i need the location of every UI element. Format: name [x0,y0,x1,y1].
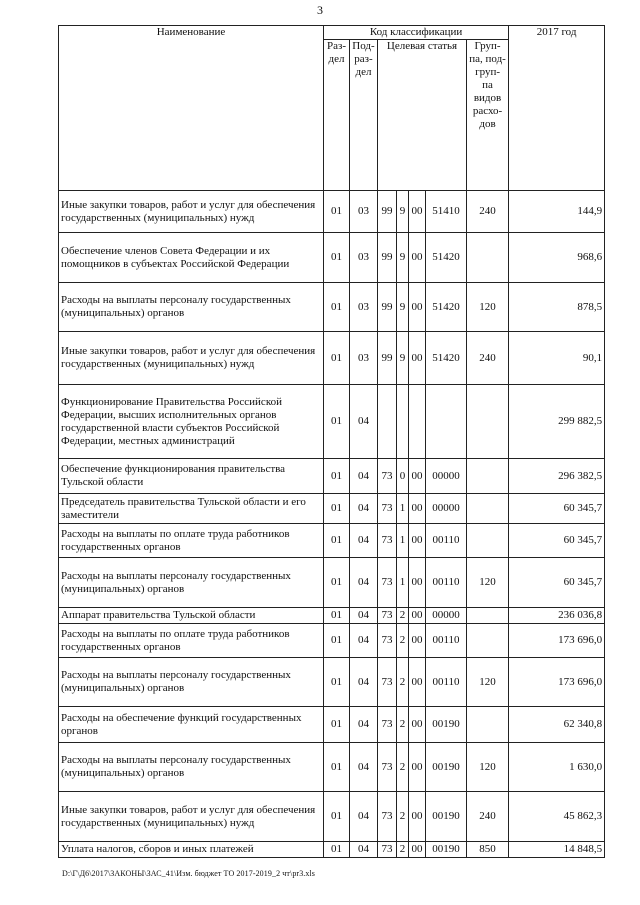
cell-cs1: 73 [378,608,397,624]
cell-name: Расходы на выплаты персоналу государственных (муниципальных) органов [59,283,324,332]
cell-podrazdel: 04 [350,624,378,658]
table-row [59,494,605,524]
cell-vr [467,707,509,743]
cell-cs2: 1 [397,558,409,608]
cell-cs4: 00110 [426,524,467,558]
cell-amount: 60 345,7 [509,494,605,524]
cell-cs4: 51420 [426,332,467,385]
cell-cs4: 51420 [426,283,467,332]
cell-razdel: 01 [324,558,350,608]
cell-cs4: 00110 [426,558,467,608]
cell-name: Расходы на обеспечение функций государственных органов [59,707,324,743]
cell-razdel: 01 [324,524,350,558]
cell-amount: 60 345,7 [509,524,605,558]
header-section: Раз- дел [324,40,350,191]
cell-podrazdel: 04 [350,524,378,558]
cell-razdel: 01 [324,658,350,707]
cell-name: Обеспечение функционирования правительства Тульской области [59,459,324,494]
cell-cs3: 00 [409,332,426,385]
cell-vr [467,524,509,558]
cell-cs4: 00190 [426,743,467,792]
cell-vr [467,608,509,624]
cell-vr [467,494,509,524]
table-row [59,385,605,459]
cell-cs1: 99 [378,191,397,233]
cell-vr: 120 [467,658,509,707]
cell-cs3: 00 [409,494,426,524]
table-row [59,332,605,385]
cell-cs2: 2 [397,624,409,658]
table-row [59,191,605,233]
cell-cs2: 9 [397,332,409,385]
cell-cs1: 73 [378,624,397,658]
cell-cs1: 73 [378,558,397,608]
cell-cs3: 00 [409,459,426,494]
cell-amount: 173 696,0 [509,624,605,658]
cell-cs4: 00000 [426,459,467,494]
cell-cs1: 73 [378,524,397,558]
cell-cs4: 00190 [426,707,467,743]
cell-cs4: 00110 [426,658,467,707]
header-code-group: Код классификации [324,26,509,40]
cell-cs2: 2 [397,842,409,858]
cell-podrazdel: 03 [350,233,378,283]
table-row [59,524,605,558]
cell-name: Председатель правительства Тульской области и его заместители [59,494,324,524]
cell-podrazdel: 04 [350,792,378,842]
cell-cs1: 99 [378,332,397,385]
budget-table [58,25,605,858]
cell-cs2: 9 [397,283,409,332]
cell-razdel: 01 [324,494,350,524]
cell-razdel: 01 [324,385,350,459]
cell-podrazdel: 04 [350,494,378,524]
cell-cs2: 2 [397,608,409,624]
cell-vr [467,459,509,494]
cell-cs2: 9 [397,191,409,233]
table-row [59,658,605,707]
cell-name: Уплата налогов, сборов и иных платежей [59,842,324,858]
cell-amount: 90,1 [509,332,605,385]
cell-vr: 240 [467,332,509,385]
page-number: 3 [317,3,323,17]
cell-razdel: 01 [324,624,350,658]
cell-razdel: 01 [324,707,350,743]
cell-vr: 240 [467,792,509,842]
cell-name: Расходы на выплаты по оплате труда работников государственных органов [59,524,324,558]
cell-podrazdel: 04 [350,707,378,743]
cell-podrazdel: 04 [350,743,378,792]
cell-name: Аппарат правительства Тульской области [59,608,324,624]
cell-cs3: 00 [409,191,426,233]
cell-vr [467,385,509,459]
table-row [59,792,605,842]
cell-amount: 14 848,5 [509,842,605,858]
cell-cs2: 1 [397,494,409,524]
cell-cs1: 73 [378,707,397,743]
cell-razdel: 01 [324,792,350,842]
cell-vr: 120 [467,283,509,332]
table-row [59,842,605,858]
cell-cs4: 00000 [426,608,467,624]
cell-cs3: 00 [409,743,426,792]
cell-cs2: 1 [397,524,409,558]
cell-cs3: 00 [409,624,426,658]
cell-cs4: 00000 [426,494,467,524]
cell-cs2: 2 [397,792,409,842]
cell-name: Иные закупки товаров, работ и услуг для обеспечения государственных (муниципальных) нужд [59,332,324,385]
header-subsection: Под- раз- дел [350,40,378,191]
cell-cs3: 00 [409,842,426,858]
header-group: Груп- па, под- груп- па видов расхо- дов [467,40,509,191]
table-row [59,283,605,332]
cell-podrazdel: 04 [350,658,378,707]
cell-amount: 968,6 [509,233,605,283]
cell-podrazdel: 04 [350,558,378,608]
cell-cs2: 2 [397,707,409,743]
cell-amount: 878,5 [509,283,605,332]
cell-cs1: 73 [378,658,397,707]
cell-amount: 60 345,7 [509,558,605,608]
cell-cs2 [397,385,409,459]
cell-podrazdel: 03 [350,191,378,233]
cell-cs1: 73 [378,842,397,858]
cell-cs2: 9 [397,233,409,283]
cell-cs2: 0 [397,459,409,494]
cell-name: Функционирование Правительства Российской Федерации, высших исполнительных органов государственной власти субъектов Российской Федерации, местных администраций [59,385,324,459]
cell-cs2: 2 [397,743,409,792]
cell-cs1: 99 [378,283,397,332]
cell-cs4: 00190 [426,792,467,842]
cell-amount: 299 882,5 [509,385,605,459]
cell-cs4: 00110 [426,624,467,658]
cell-name: Расходы на выплаты персоналу государственных (муниципальных) органов [59,558,324,608]
cell-cs3: 00 [409,283,426,332]
table-row [59,459,605,494]
cell-cs2: 2 [397,658,409,707]
cell-amount: 236 036,8 [509,608,605,624]
cell-cs1 [378,385,397,459]
cell-vr: 120 [467,743,509,792]
cell-cs4: 51410 [426,191,467,233]
cell-razdel: 01 [324,743,350,792]
cell-cs3: 00 [409,792,426,842]
table-row [59,233,605,283]
cell-razdel: 01 [324,608,350,624]
cell-podrazdel: 03 [350,332,378,385]
cell-cs4: 00190 [426,842,467,858]
cell-vr [467,233,509,283]
cell-podrazdel: 04 [350,385,378,459]
header-name: Наименование [59,26,324,191]
header-year: 2017 год [509,26,605,191]
cell-vr [467,624,509,658]
cell-cs3: 00 [409,524,426,558]
cell-podrazdel: 03 [350,283,378,332]
cell-name: Расходы на выплаты персоналу государственных (муниципальных) органов [59,658,324,707]
cell-razdel: 01 [324,283,350,332]
table-row [59,624,605,658]
cell-razdel: 01 [324,233,350,283]
cell-name: Иные закупки товаров, работ и услуг для обеспечения государственных (муниципальных) нужд [59,792,324,842]
cell-amount: 1 630,0 [509,743,605,792]
table-row [59,707,605,743]
cell-vr: 850 [467,842,509,858]
cell-name: Обеспечение членов Совета Федерации и их помощников в субъектах Российской Федерации [59,233,324,283]
cell-vr: 240 [467,191,509,233]
cell-amount: 62 340,8 [509,707,605,743]
cell-podrazdel: 04 [350,842,378,858]
cell-razdel: 01 [324,842,350,858]
cell-amount: 173 696,0 [509,658,605,707]
cell-amount: 144,9 [509,191,605,233]
cell-cs4 [426,385,467,459]
cell-cs3: 00 [409,233,426,283]
cell-amount: 296 382,5 [509,459,605,494]
header-target: Целевая статья [378,40,467,191]
cell-cs3 [409,385,426,459]
cell-podrazdel: 04 [350,459,378,494]
cell-cs3: 00 [409,558,426,608]
cell-cs3: 00 [409,608,426,624]
cell-cs1: 73 [378,792,397,842]
cell-name: Расходы на выплаты по оплате труда работников государственных органов [59,624,324,658]
cell-cs1: 73 [378,494,397,524]
cell-cs3: 00 [409,707,426,743]
cell-name: Расходы на выплаты персоналу государственных (муниципальных) органов [59,743,324,792]
cell-razdel: 01 [324,459,350,494]
cell-cs4: 51420 [426,233,467,283]
cell-cs1: 73 [378,743,397,792]
cell-vr: 120 [467,558,509,608]
cell-razdel: 01 [324,191,350,233]
file-path-footer: D:\Г\Д6\2017\ЗАКОНЫ\ЗАС_41\Изм. бюджет ТО 2017-2019_2 чт\pr3.xls [62,869,316,878]
cell-amount: 45 862,3 [509,792,605,842]
table-row [59,743,605,792]
cell-cs1: 73 [378,459,397,494]
cell-cs1: 99 [378,233,397,283]
cell-name: Иные закупки товаров, работ и услуг для обеспечения государственных (муниципальных) нужд [59,191,324,233]
table-row [59,558,605,608]
cell-cs3: 00 [409,658,426,707]
cell-podrazdel: 04 [350,608,378,624]
cell-razdel: 01 [324,332,350,385]
table-row [59,608,605,624]
